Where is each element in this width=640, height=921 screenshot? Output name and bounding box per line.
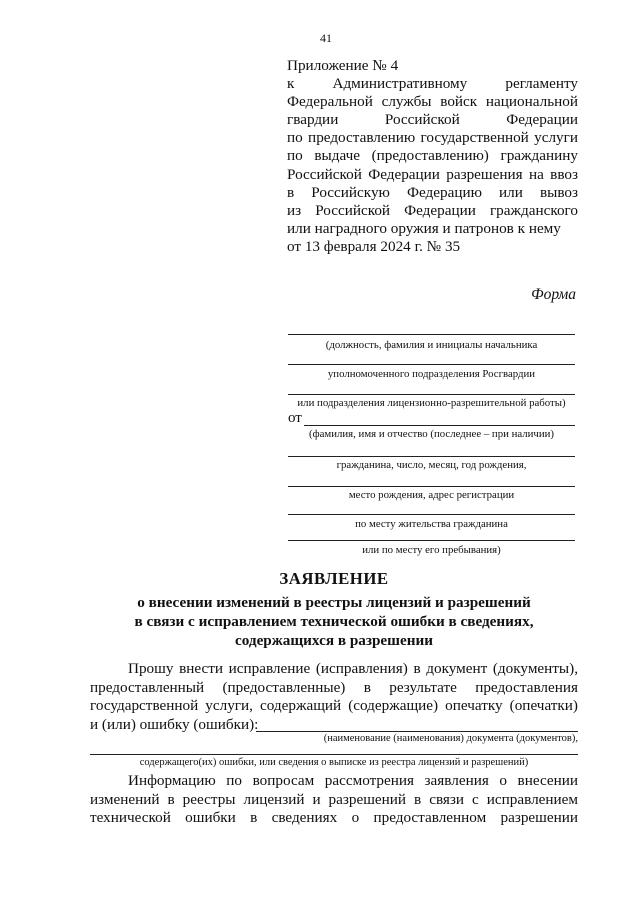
paragraph-line: и (или) ошибку (ошибки): (90, 715, 259, 733)
appendix-header (287, 57, 578, 256)
fill-line-document-name[interactable] (256, 731, 578, 732)
fill-line-error-details[interactable] (90, 754, 578, 755)
fill-line-stay-place[interactable] (288, 540, 575, 541)
document-title: ЗАЯВЛЕНИЕ (279, 569, 389, 588)
document-subtitle (64, 594, 604, 650)
caption-birth-place: место рождения, адрес регистрации (348, 489, 515, 501)
from-label: от (288, 410, 302, 426)
paragraph-line: Прошу внести исправление (исправления) в документ (документы), (128, 660, 578, 677)
caption-error-details: содержащего(их) ошибки, или сведения о выписке из реестра лицензий и разрешений) (139, 757, 529, 768)
appendix-line: к Административному регламенту (287, 75, 578, 93)
caption-licensing-unit: или подразделения лицензионно-разрешительной работы) (297, 397, 566, 409)
subtitle-line: содержащихся в разрешении (234, 631, 433, 649)
caption-applicant-name: (фамилия, имя и отчество (последнее – при наличии) (309, 428, 554, 440)
appendix-line: в Российскую Федерацию или вывоз (287, 183, 578, 201)
paragraph-line: технической ошибки в сведениях о предоставленном разрешении (90, 809, 578, 827)
paragraph-information (90, 772, 578, 828)
caption-birth-date: гражданина, число, месяц, год рождения, (336, 459, 527, 471)
fill-line-head-position[interactable] (288, 334, 575, 335)
caption-department: уполномоченного подразделения Росгвардии (327, 368, 536, 380)
appendix-line: по предоставлению государственной услуги (287, 129, 578, 147)
fill-line-residence[interactable] (288, 514, 575, 515)
form-label: Форма (531, 286, 576, 303)
paragraph-line: предоставленный (предоставленные) в результате предоставления (90, 678, 578, 696)
appendix-line: Федеральной службы войск национальной (287, 93, 578, 111)
appendix-line: по выдаче (предоставлению) гражданину (287, 147, 578, 165)
page-number: 41 (320, 31, 332, 45)
subtitle-line: в связи с исправлением технической ошибки в сведениях, (134, 612, 534, 630)
caption-residence: по месту жительства гражданина (355, 518, 508, 530)
appendix-line: Российской Федерации разрешения на ввоз (287, 165, 578, 183)
appendix-line: из Российской Федерации гражданского (287, 201, 578, 219)
fill-line-licensing-unit[interactable] (288, 394, 575, 395)
caption-head-position: (должность, фамилия и инициалы начальника (325, 339, 538, 351)
paragraph-line: изменений в реестры лицензий и разрешений в связи с исправлением (90, 790, 578, 808)
fill-line-applicant-name[interactable] (304, 425, 575, 426)
subtitle-line: о внесении изменений в реестры лицензий и разрешений (137, 594, 531, 611)
appendix-line: гвардии Российской Федерации (287, 111, 578, 129)
fill-line-birth-date[interactable] (288, 456, 575, 457)
caption-document-name: (наименование (наименования) документа (документов), (323, 733, 578, 744)
caption-stay-place: или по месту его пребывания) (362, 544, 501, 556)
paragraph-line: Информацию по вопросам рассмотрения заявления о внесении (128, 772, 578, 789)
appendix-line: или наградного оружия и патронов к нему (287, 219, 561, 237)
fill-line-department[interactable] (288, 364, 575, 365)
appendix-line: от 13 февраля 2024 г. № 35 (287, 237, 461, 255)
paragraph-line: государственной услуги, содержащий (содержащие) опечатку (опечатки) (90, 697, 578, 715)
paragraph-correction-request (90, 660, 578, 734)
fill-line-birth-place[interactable] (288, 486, 575, 487)
appendix-line: Приложение № 4 (287, 57, 399, 74)
